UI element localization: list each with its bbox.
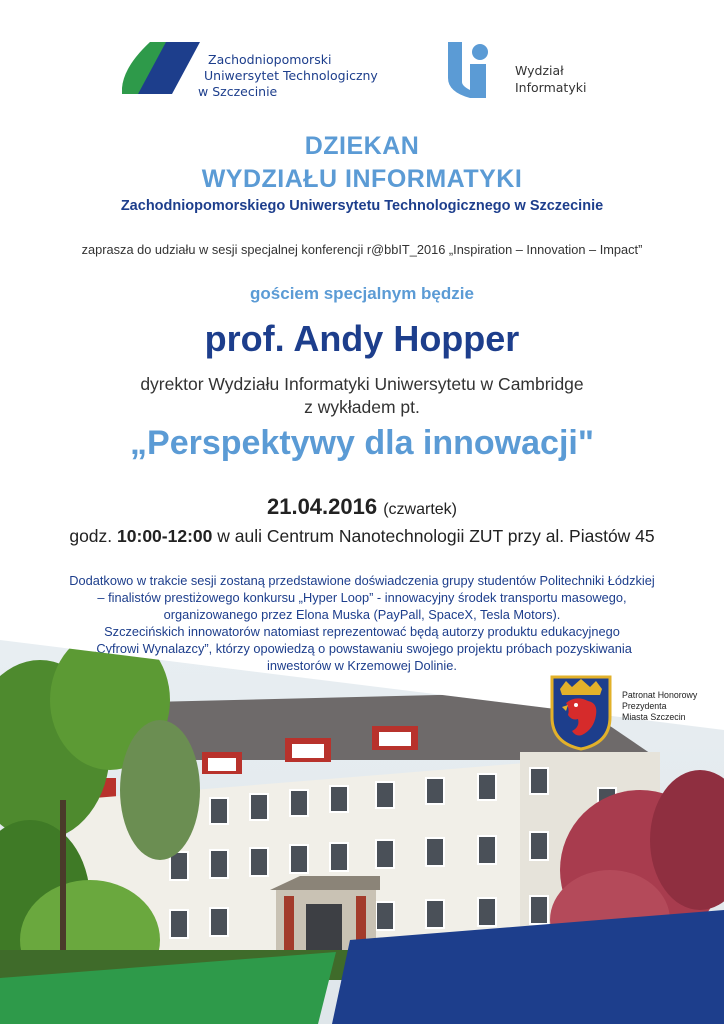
guest-role-line: z wykładem pt. bbox=[304, 397, 420, 417]
description-line: Dodatkowo w trakcie sesji zostaną przedstawione doświadczenia grupy studentów Politechniki Łódzkiej bbox=[69, 573, 655, 588]
description-line: – finalistów prestiżowego konkursu „Hyper Loop” - innowacyjny środek transportu masowego, bbox=[97, 590, 627, 605]
description-line: organizowanego przez Elona Muska (PayPall, SpaceX, Tesla Motors). bbox=[163, 607, 561, 622]
patronage-line: Patronat Honorowy bbox=[622, 690, 698, 700]
wi-name-line: Informatyki bbox=[515, 80, 587, 95]
time-prefix: godz. bbox=[69, 526, 113, 546]
patronage-text bbox=[622, 690, 697, 723]
event-time-venue bbox=[0, 526, 724, 547]
wi-logo-icon bbox=[448, 42, 492, 98]
invitation-text: zaprasza do udziału w sesji specjalnej konferencji r@bbIT_2016 „Inspiration – Innovation – Impact” bbox=[81, 242, 643, 257]
zut-name-line: w Szczecinie bbox=[198, 84, 278, 99]
zut-name-line: Zachodniopomorski bbox=[208, 52, 332, 67]
szczecin-griffin-crest-icon bbox=[550, 673, 612, 751]
heading-dean: DZIEKAN bbox=[304, 132, 420, 160]
guest-role bbox=[0, 373, 724, 419]
patronage-line: Prezydenta bbox=[622, 701, 667, 711]
zut-logo-icon bbox=[122, 40, 200, 96]
guest-intro: gościem specjalnym będzie bbox=[250, 284, 474, 303]
venue: w auli Centrum Nanotechnologii ZUT przy al. Piastów 45 bbox=[217, 526, 655, 546]
guest-name: prof. Andy Hopper bbox=[204, 318, 520, 359]
weekday: (czwartek) bbox=[383, 501, 457, 518]
wi-name bbox=[515, 62, 586, 96]
lecture-title: „Perspektywy dla innowacji" bbox=[130, 424, 594, 462]
description-line: inwestorów w Krzemowej Dolinie. bbox=[267, 658, 457, 673]
time-value: 10:00-12:00 bbox=[117, 526, 213, 546]
zut-name bbox=[198, 52, 378, 100]
date-value: 21.04.2016 bbox=[266, 494, 378, 519]
heading-faculty: WYDZIAŁU INFORMATYKI bbox=[201, 165, 523, 193]
description-line: „Cyfrowi Wynalazcy”, którzy opowiedzą o powstawaniu swojego projektu próbach pozyskiwania bbox=[92, 641, 632, 656]
patronage-line: Miasta Szczecin bbox=[622, 712, 686, 722]
heading-university: Zachodniopomorskiego Uniwersytetu Technologicznego w Szczecinie bbox=[120, 198, 604, 214]
zut-name-line: Uniwersytet Technologiczny bbox=[204, 68, 378, 83]
description-line: Szczecińskich innowatorów natomiast reprezentować będą autorzy produktu edukacyjnego bbox=[104, 624, 620, 639]
event-date bbox=[0, 494, 724, 520]
guest-role-line: dyrektor Wydziału Informatyki Uniwersytetu w Cambridge bbox=[140, 374, 584, 394]
wi-name-line: Wydział bbox=[515, 63, 564, 78]
faculty-building-photo bbox=[0, 640, 724, 1024]
